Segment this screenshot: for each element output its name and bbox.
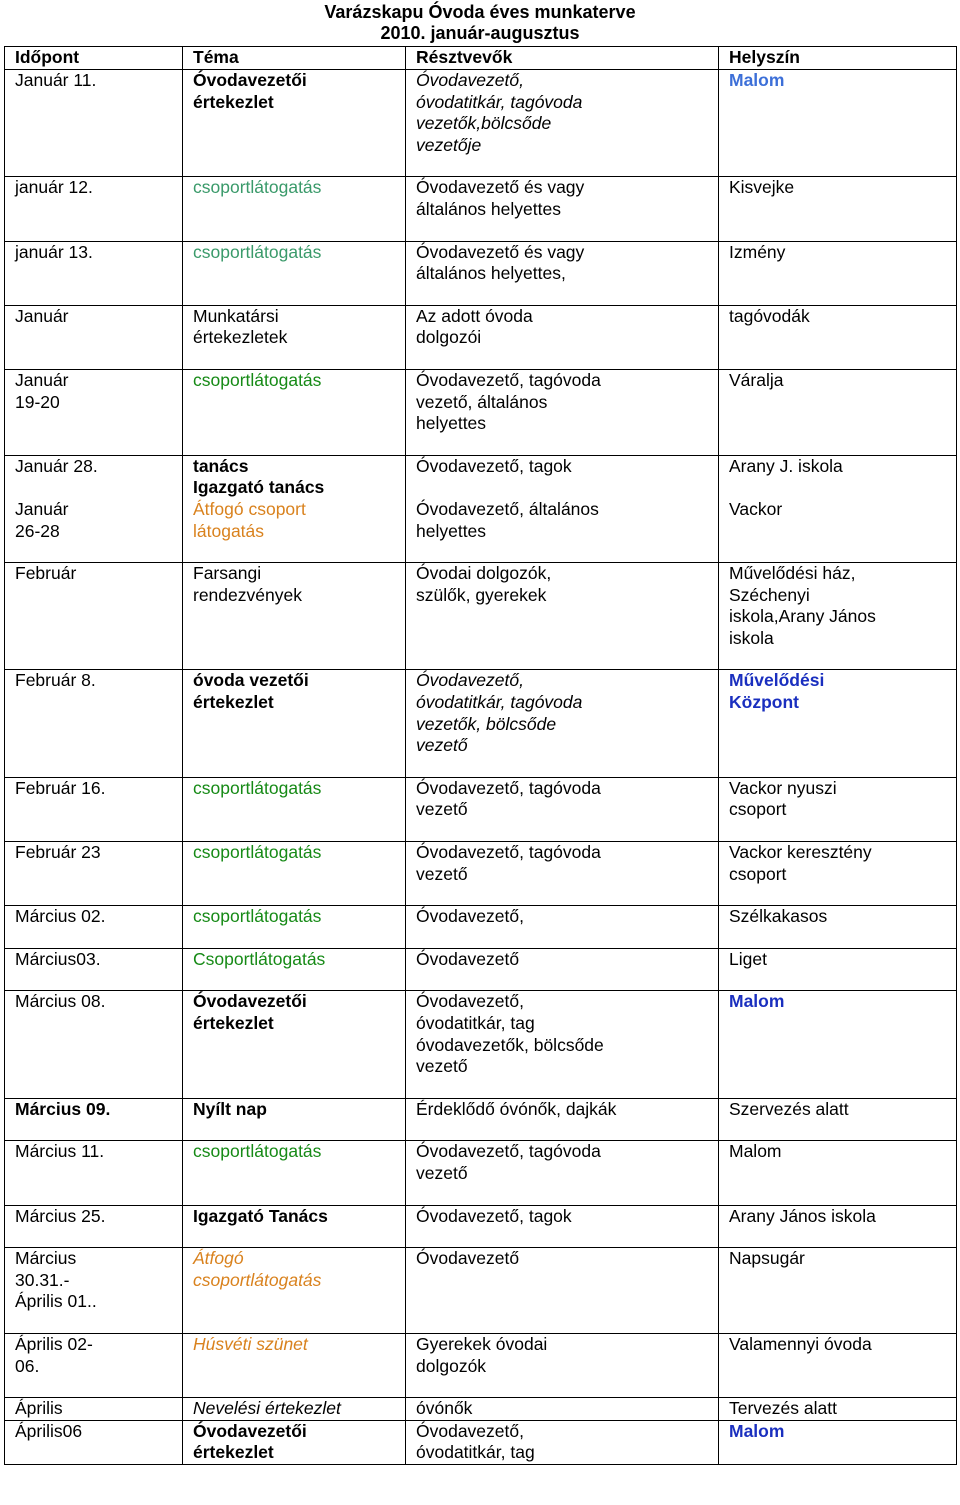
cell-participants: óvónők — [406, 1398, 719, 1421]
table-row — [5, 369, 957, 455]
cell-location: Vackor — [719, 499, 957, 563]
cell-topic: Nyílt nap — [183, 1098, 406, 1141]
cell-topic: Húsvéti szünet — [183, 1333, 406, 1397]
cell-participants: Óvodavezető, óvodatitkár, tagóvoda vezetők,bölcsőde vezetője — [406, 70, 719, 177]
cell-date: Március 09. — [5, 1098, 183, 1141]
cell-participants: Óvodavezető, — [406, 906, 719, 949]
cell-participants: Óvodavezető, óvodatitkár, tagóvoda vezetők, bölcsőde vezető — [406, 670, 719, 777]
cell-topic: Óvodavezetői értekezlet — [183, 991, 406, 1098]
cell-participants: Óvodavezető és vagy általános helyettes — [406, 177, 719, 241]
column-header-topic: Téma — [183, 47, 406, 70]
cell-participants: Gyerekek óvodai dolgozók — [406, 1333, 719, 1397]
table-row — [5, 241, 957, 305]
table-row — [5, 70, 957, 177]
cell-participants: Óvodavezető, tagóvoda vezető, általános helyettes — [406, 369, 719, 455]
table-row — [5, 1398, 957, 1421]
cell-date: Március 08. — [5, 991, 183, 1098]
cell-topic: Óvodavezetői értekezlet — [183, 1420, 406, 1464]
cell-topic: Óvodavezetői értekezlet — [183, 70, 406, 177]
cell-location: Vackor keresztény csoport — [719, 842, 957, 906]
cell-date: Február 23 — [5, 842, 183, 906]
cell-participants: Óvodavezető, óvodatitkár, tag óvodavezetők, bölcsőde vezető — [406, 991, 719, 1098]
cell-location: Tervezés alatt — [719, 1398, 957, 1421]
cell-topic: Átfogó csoportlátogatás — [183, 1248, 406, 1334]
cell-participants: Óvodavezető, tagóvoda vezető — [406, 842, 719, 906]
table-row — [5, 455, 957, 499]
cell-date: Február 16. — [5, 777, 183, 841]
cell-location: Malom — [719, 991, 957, 1098]
table-row — [5, 1333, 957, 1397]
cell-location: Arany János iskola — [719, 1205, 957, 1248]
cell-date: Március 11. — [5, 1141, 183, 1205]
cell-date: Március 25. — [5, 1205, 183, 1248]
cell-location: Liget — [719, 948, 957, 991]
cell-participants: Óvodavezető, tagok — [406, 455, 719, 499]
table-row — [5, 670, 957, 777]
table-row — [5, 563, 957, 670]
cell-topic: Munkatársi értekezletek — [183, 305, 406, 369]
cell-topic: Farsangi rendezvények — [183, 563, 406, 670]
table-row — [5, 1420, 957, 1464]
table-row — [5, 906, 957, 949]
cell-date: Január 28. — [5, 455, 183, 499]
cell-location: Arany J. iskola — [719, 455, 957, 499]
cell-participants: Óvodavezető, tagóvoda vezető — [406, 777, 719, 841]
cell-date: Január 19-20 — [5, 369, 183, 455]
cell-topic: csoportlátogatás — [183, 369, 406, 455]
cell-topic: csoportlátogatás — [183, 241, 406, 305]
cell-date: Április 02- 06. — [5, 1333, 183, 1397]
cell-participants: Óvodavezető, óvodatitkár, tag — [406, 1420, 719, 1464]
table-row — [5, 1205, 957, 1248]
table-row — [5, 305, 957, 369]
cell-topic: Csoportlátogatás — [183, 948, 406, 991]
table-header-row — [5, 47, 957, 70]
cell-date: Március 02. — [5, 906, 183, 949]
cell-topic: csoportlátogatás — [183, 842, 406, 906]
cell-location: Malom — [719, 1420, 957, 1464]
cell-participants: Óvodavezető, tagok — [406, 1205, 719, 1248]
cell-location: Malom — [719, 70, 957, 177]
cell-date: Április06 — [5, 1420, 183, 1464]
cell-date: Január 11. — [5, 70, 183, 177]
cell-location: Művelődési ház, Széchenyi iskola,Arany János iskola — [719, 563, 957, 670]
cell-location: Izmény — [719, 241, 957, 305]
cell-topic: Nevelési értekezlet — [183, 1398, 406, 1421]
table-row — [5, 499, 957, 563]
cell-participants: Óvodavezető és vagy általános helyettes, — [406, 241, 719, 305]
table-row — [5, 177, 957, 241]
cell-topic: Átfogó csoport látogatás — [183, 499, 406, 563]
table-row — [5, 1141, 957, 1205]
table-row — [5, 777, 957, 841]
cell-participants: Óvodai dolgozók, szülők, gyerekek — [406, 563, 719, 670]
cell-date: január 12. — [5, 177, 183, 241]
table-row — [5, 948, 957, 991]
cell-date: Február 8. — [5, 670, 183, 777]
table-row — [5, 991, 957, 1098]
cell-location: Művelődési Központ — [719, 670, 957, 777]
cell-topic: Igazgató Tanács — [183, 1205, 406, 1248]
cell-location: Váralja — [719, 369, 957, 455]
cell-date: Január 26-28 — [5, 499, 183, 563]
cell-topic: csoportlátogatás — [183, 1141, 406, 1205]
document-title: Varázskapu Óvoda éves munkaterve — [324, 2, 636, 22]
table-row — [5, 1098, 957, 1141]
cell-date: Március 30.31.- Április 01.. — [5, 1248, 183, 1334]
cell-participants: Óvodavezető, általános helyettes — [406, 499, 719, 563]
cell-topic: csoportlátogatás — [183, 777, 406, 841]
cell-topic: csoportlátogatás — [183, 177, 406, 241]
cell-location: Vackor nyuszi csoport — [719, 777, 957, 841]
table-row — [5, 1248, 957, 1334]
cell-location: Kisvejke — [719, 177, 957, 241]
cell-location: Szélkakasos — [719, 906, 957, 949]
column-header-participants: Résztvevők — [406, 47, 719, 70]
cell-date: Március03. — [5, 948, 183, 991]
cell-participants: Óvodavezető — [406, 1248, 719, 1334]
column-header-date: Időpont — [5, 47, 183, 70]
cell-participants: Óvodavezető, tagóvoda vezető — [406, 1141, 719, 1205]
cell-location: Valamennyi óvoda — [719, 1333, 957, 1397]
cell-location: Napsugár — [719, 1248, 957, 1334]
cell-date: Április — [5, 1398, 183, 1421]
cell-location: Szervezés alatt — [719, 1098, 957, 1141]
work-plan-table — [4, 46, 957, 1465]
cell-participants: Érdeklődő óvónők, dajkák — [406, 1098, 719, 1141]
cell-participants: Óvodavezető — [406, 948, 719, 991]
column-header-location: Helyszín — [719, 47, 957, 70]
table-row — [5, 842, 957, 906]
cell-date: január 13. — [5, 241, 183, 305]
cell-topic: csoportlátogatás — [183, 906, 406, 949]
cell-participants: Az adott óvoda dolgozói — [406, 305, 719, 369]
document-subtitle: 2010. január-augusztus — [380, 23, 580, 43]
cell-topic: tanács Igazgató tanács — [183, 455, 406, 499]
cell-topic: óvoda vezetői értekezlet — [183, 670, 406, 777]
cell-location: tagóvodák — [719, 305, 957, 369]
cell-date: Január — [5, 305, 183, 369]
cell-date: Február — [5, 563, 183, 670]
cell-location: Malom — [719, 1141, 957, 1205]
